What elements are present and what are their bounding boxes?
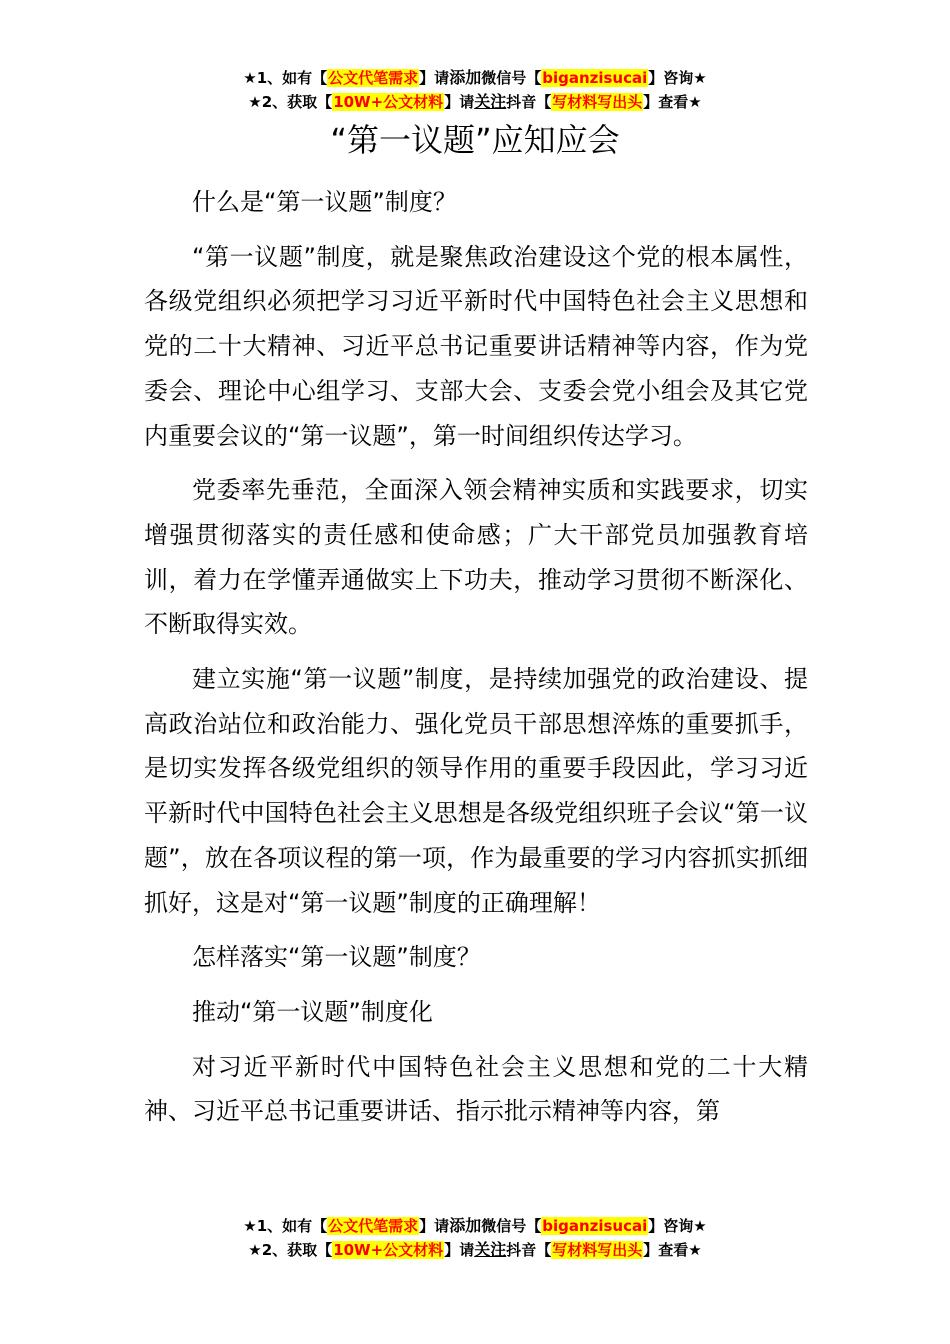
paragraph: 党委率先垂范，全面深入领会精神实质和实践要求，切实增强贯彻落实的责任感和使命感；广大干部党员加强教育培训，着力在学懂弄通做实上下功夫，推动学习贯彻不断深化、不断取得实效。 [144, 476, 808, 639]
highlight-text: 写材料写出头 [552, 1241, 643, 1259]
highlight-text: 公文代笔需求 [328, 69, 419, 87]
banner-line-1: ★1、如有【公文代笔需求】请添加微信号【biganzisucai】咨询★ [243, 68, 707, 87]
highlight-text: biganzisucai [542, 1217, 648, 1235]
highlight-text: 公文代笔需求 [328, 1217, 419, 1235]
highlight-text: 10W+公文材料 [333, 93, 444, 111]
highlight-text: biganzisucai [542, 69, 648, 87]
paragraph: 怎样落实“第一议题”制度？ [192, 943, 481, 972]
paragraph: 建立实施“第一议题”制度，是持续加强党的政治建设、提高政治站位和政治能力、强化党员干部思想淬炼的重要抓手，是切实发挥各级党组织的领导作用的重要手段因此，学习习近平新时代中国特色社会主义思想是各级党组织班子会议“第一议题”，放在各项议程的第一项，作为最重要的学习内容抓实抓细抓好，这是对“第一议题”制度的正确理解！ [144, 665, 808, 917]
header-banner [0, 66, 950, 114]
paragraph: 对习近平新时代中国特色社会主义思想和党的二十大精神、习近平总书记重要讲话、指示批示精神等内容，第 [144, 1052, 808, 1126]
banner-line-1: ★1、如有【公文代笔需求】请添加微信号【biganzisucai】咨询★ [243, 1216, 707, 1235]
paragraph: “第一议题”制度，就是聚焦政治建设这个党的根本属性，各级党组织必须把学习习近平新时代中国特色社会主义思想和党的二十大精神、习近平总书记重要讲话精神等内容，作为党委会、理论中心组学习、支部大会、支委会党小组会及其它党内重要会议的“第一议题”，第一时间组织传达学习。 [144, 242, 808, 450]
banner-line-2: ★2、获取【10W+公文材料】请关注抖音【写材料写出头】查看★ [248, 92, 702, 111]
highlight-text: 10W+公文材料 [333, 1241, 444, 1259]
document-title: “第一议题”应知应会 [330, 121, 620, 159]
footer-banner [0, 1214, 950, 1262]
paragraph: 什么是“第一议题”制度？ [192, 188, 457, 216]
highlight-text: 写材料写出头 [552, 93, 643, 111]
document-body [144, 180, 808, 1144]
paragraph: 推动“第一议题”制度化 [192, 997, 433, 1026]
banner-line-2: ★2、获取【10W+公文材料】请关注抖音【写材料写出头】查看★ [248, 1240, 702, 1259]
